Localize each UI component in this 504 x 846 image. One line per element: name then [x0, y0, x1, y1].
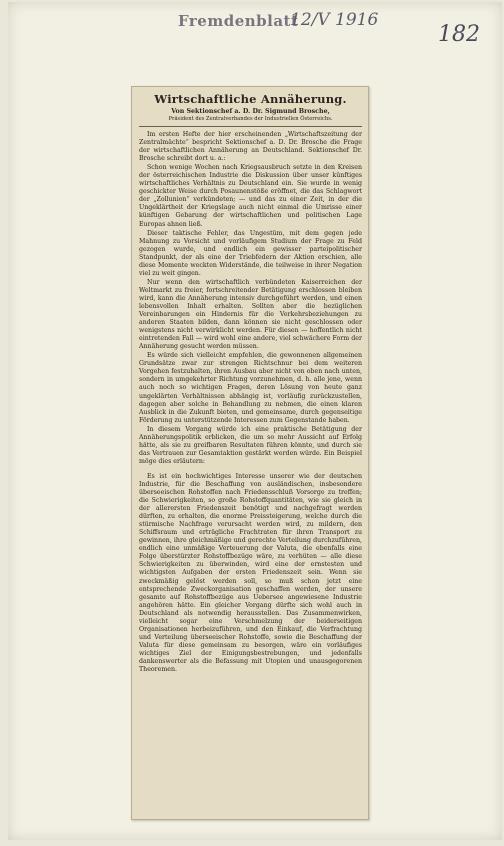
article-byline: Von Sektionschef a. D. Dr. Sigmund Brosche,: [171, 108, 330, 115]
article-paragraph: Schon wenige Wochen nach Kriegsausbruch setzte in den Kreisen der österreichischen Industrie die Diskussion über unser künftiges wirtschaftliches Verhältnis zu Deutschland ein. Sie wurde in wenig geschickter Weise durch Posaunenstöße eröffnet, die das Schlagwort der „Zollunion“ verkündeten; — und das zu einer Zeit, in der die Ungeklärtheit der Kriegslage auch nicht einmal die Umrisse einer künftigen Gebarung der wirtschaftlichen und politischen Lage Europas ahnen ließ.: [139, 164, 362, 228]
article-subbyline: Präsident des Zentralverbandes der Industriellen Österreichs.: [168, 116, 333, 122]
newspaper-stamp: Fremdenblatt: [178, 12, 299, 30]
article-paragraph: In diesem Vorgang würde ich eine praktische Betätigung der Annäherungspolitik erblicken, die um so mehr Aussicht auf Erfolg hätte, als sie zu greifbaren Resultaten führen könnte, und durch sie das Vertrauen zur Gesamtaktion gestärkt werden würde. Ein Beispiel möge dies erläutern:: [139, 425, 362, 465]
article-paragraph: Im ersten Hefte der hier erscheinenden „Wirtschaftszeitung der Zentralmächte“ bespricht Sektionschef a. D. Dr. Brosche die Frage der wirtschaftlichen Annäherung an Deutschland. Sektionschef Dr. Brosche schreibt dort u. a.:: [139, 131, 362, 163]
article-paragraph: Es ist ein hochwichtiges Interesse unserer wie der deutschen Industrie, für die Beschaffung von ausländischen, insbesondere überseeischen Rohstoffen nach Friedensschluß Vorsorge zu treffen; die Schwierigkeiten, so große Rohstoffquantitäten, wie sie gleich in der allerersten Friedenszeit benötigt und nachgefragt werden dürften, zu erhalten, die enorme Preissteigerung, welche durch die stürmische Nachfrage verursacht werden wird, zu mildern, den Schiffsraum und erträgliche Frachtraten für ihren Transport zu gewinnen, ihre gleichmäßige und gerechte Verteilung durchzuführen, endlich eine unmäßige Verteuerung der Valuta, die ebenfalls eine Folge überstürzter Rohstoffbezüge wäre, zu verhüten — alle diese Schwierigkeiten zu überwinden, wird eine der ernstesten und wichtigsten Aufgaben der ersten Friedenszeit sein. Wenn sie zweckmäßig gelöst werden soll, so muß schon jetzt eine entsprechende Zweckorganisation geschaffen werden, der unsere gesamte auf Rohstoffbezüge aus Uebersee angewiesene Industrie angehören hätte. Ein gleicher Vorgang dürfte sich wohl auch in Deutschland als notwendig herausstellen. Das Zusammenwirken, vielleicht sogar eine Verschmelzung der beiderseitigen Organisationen herbeizuführen, und den Einkauf, die Verfrachtung und Verteilung überseeischer Rohstoffe, sowie die Beschaffung der Valuta für diese gemeinsam zu besorgen, wäre ein vorläufiges wichtiges Ziel der Einigungsbestrebungen, und jedenfalls dankenswerter als die Befassung mit Utopien und unausgegorenen Theoremen.: [139, 472, 362, 674]
article-title: Wirtschaftliche Annäherung.: [154, 92, 347, 106]
newspaper-clipping: [131, 86, 369, 820]
article-paragraph: Dieser taktische Fehler, das Ungestüm, mit dem gegen jede Mahnung zu Vorsicht und vorläufigem Studium der Frage zu Feld gezogen wurde, und endlich ein gewisser parteipolitischer Standpunkt, der als eine der Triebfedern der Aktion erschien, alle diese Momente weckten Widerstände, die teilweise in ihrer Negation viel zu weit gingen.: [139, 229, 362, 277]
article-paragraph: Es würde sich vielleicht empfehlen, die gewonnenen allgemeinen Grundsätze zwar zur strengen Richtschnur bei dem weiteren Vorgehen festzuhalten, ihren Ausbau aber nicht von oben nach unten, sondern in umgekehrter Richtung vorzunehmen, d. h. alle jene, wenn auch noch so wichtigen Fragen, deren Lösung von heute ganz ungeklärten Verhältnissen abhängig ist, vorläufig zurückzustellen, dagegen aber solche in Behandlung zu nehmen, die einen klaren Ausblick in die Zukunft bieten, und gemeinsame, durch gegenseitige Förderung zu unterstützende Interessen zum Gegenstande haben.: [139, 352, 362, 424]
article-paragraph: Nur wenn den wirtschaftlich verbündeten Kaiserreichen der Weltmarkt zu freier, fortschreitender Betätigung erschlossen bleiben wird, kann die Annäherung intensiv durchgeführt werden, und einen lebensvollen Inhalt erhalten. Sollten aber die bezüglichen Vereinbarungen ein Hindernis für die Verkehrsbeziehungen zu anderen Staaten bilden, dann können sie nicht geschlossen oder wenigstens nicht verwirklicht werden. Für diesen — hoffentlich nicht eintretenden Fall — wird wohl eine andere, viel schwächere Form der Annäherung gesucht werden müssen.: [139, 278, 362, 351]
divider: [139, 126, 362, 127]
handwritten-date: 12/V 1916: [290, 10, 379, 30]
handwritten-page-number: 182: [438, 22, 480, 47]
